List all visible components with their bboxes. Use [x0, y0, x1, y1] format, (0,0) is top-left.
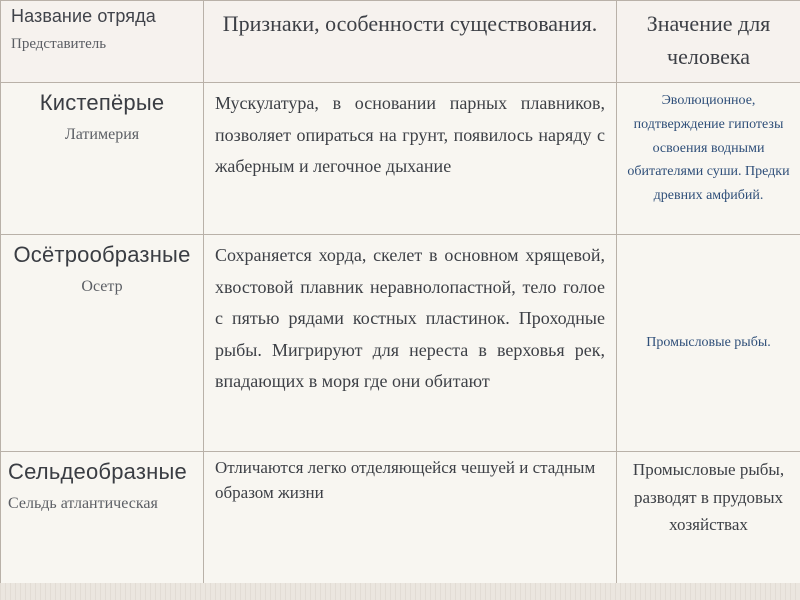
order-cell: [1, 235, 204, 452]
header-features-cell: [204, 1, 617, 83]
header-representative: Представитель: [11, 35, 107, 52]
representative-name: Осетр: [81, 277, 123, 295]
features-cell: [204, 83, 617, 235]
features-text: Сохраняется хорда, скелет в основном хрящевой, хвостовой плавник неравнолопастной, тело голое с пятью рядами костных пластинок. Проходные рыбы. Мигрируют для нереста в верховья рек, впадающих в моря где они обитают: [215, 245, 605, 391]
importance-cell: [617, 452, 800, 584]
order-name: Кистепёрые: [39, 90, 165, 115]
header-features: Признаки, особенности существования.: [222, 11, 598, 36]
importance-cell: [617, 235, 800, 452]
bottom-background-strip: [0, 583, 800, 600]
importance-text: Эволюционное, подтверждение гипотезы освоения водными обитателями суши. Предки древних амфибий.: [627, 93, 790, 204]
table-row: [1, 83, 800, 235]
importance-text: Промысловые рыбы.: [646, 335, 771, 351]
importance-cell: [617, 83, 800, 235]
representative-name: Сельдь атлантическая: [8, 494, 158, 512]
order-name: Сельдеобразные: [8, 459, 187, 484]
header-order-representative-cell: [1, 1, 204, 83]
table-row: [1, 235, 800, 452]
order-name: Осётрообразные: [13, 242, 191, 267]
table-header-row: [1, 1, 800, 83]
table-row: [1, 452, 800, 584]
features-cell: [204, 452, 617, 584]
features-cell: [204, 235, 617, 452]
header-importance: Значение для человека: [646, 11, 771, 69]
header-order-name: Название отряда: [11, 6, 156, 26]
header-importance-cell: [617, 1, 800, 83]
importance-text: Промысловые рыбы, разводят в прудовых хозяйствах: [632, 460, 785, 535]
representative-name: Латимерия: [64, 125, 140, 143]
features-text: Отличаются легко отделяющейся чешуей и стадным образом жизни: [215, 458, 596, 502]
order-cell: [1, 83, 204, 235]
order-cell: [1, 452, 204, 584]
features-text: Мускулатура, в основании парных плавников, позволяет опираться на грунт, появилось наряду с жаберным и легочное дыхание: [215, 93, 605, 176]
